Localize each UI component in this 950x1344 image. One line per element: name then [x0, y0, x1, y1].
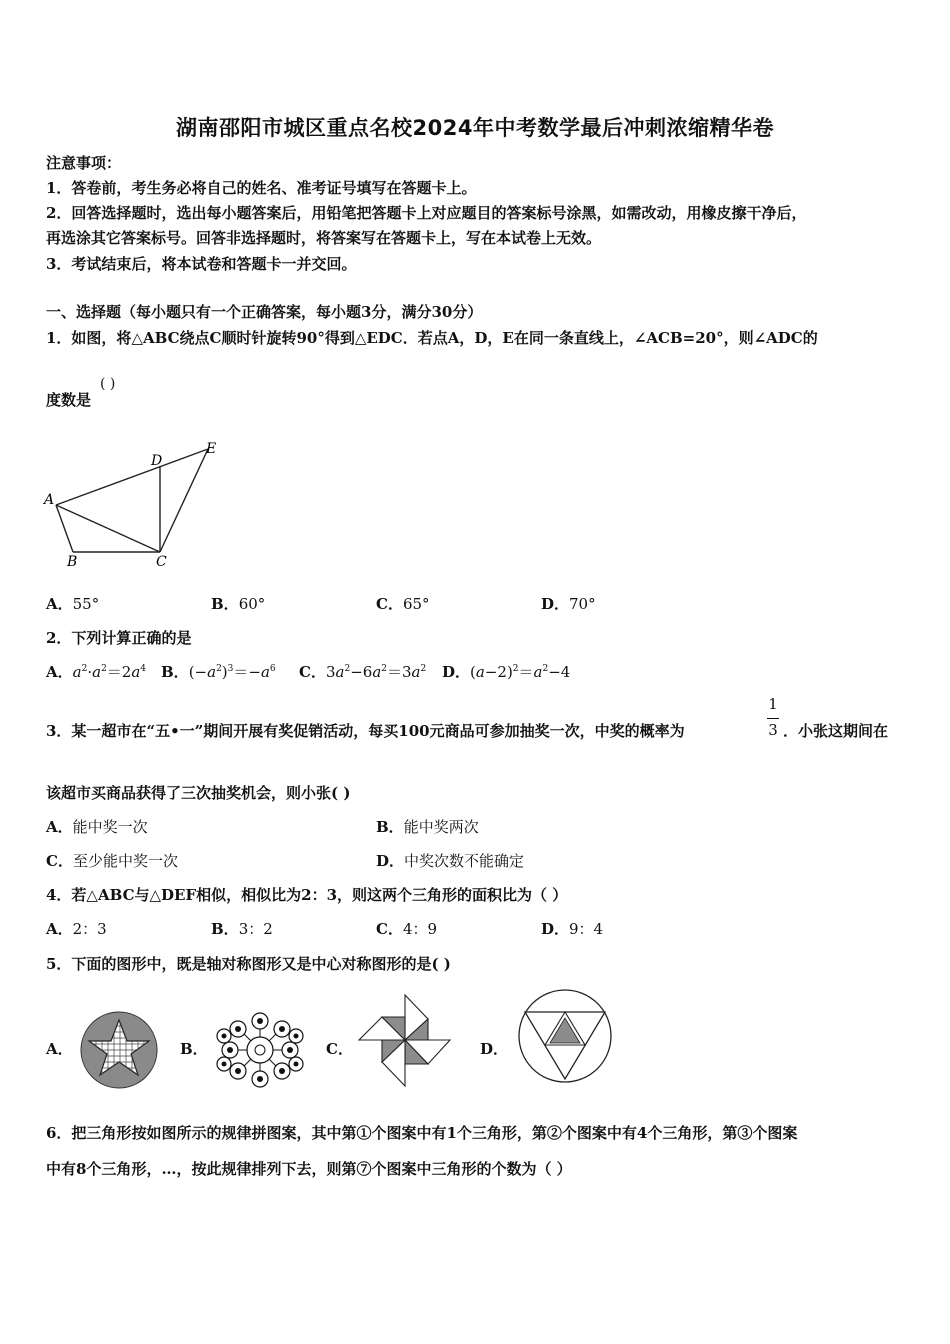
q1-stem-line2: 度数是 — [46, 391, 92, 409]
q2-option-d: D．$(a-2)^2=a^2-4$ — [442, 663, 571, 681]
section-heading: 一、选择题（每小题只有一个正确答案，每小题3分，满分30分） — [46, 303, 483, 321]
q3-stem-before: 3．某一超市在“五•一”期间开展有奖促销活动，每买100元商品可参加抽奖一次，中奖的概率为 — [46, 722, 685, 740]
q2-option-c: C．$3a^2-6a^2=3a^2$ — [299, 663, 427, 681]
q3-stem-after: ．小张这期间在 — [783, 722, 889, 740]
q4-option-a: A．2：3 — [46, 920, 107, 938]
q1-option-b: B．60° — [211, 595, 266, 613]
q3-option-a: A．能中奖一次 — [46, 818, 148, 836]
q5-option-c-key: C． — [326, 1040, 353, 1058]
q1-option-d: D．70° — [541, 595, 596, 613]
notice-heading: 注意事项： — [46, 154, 122, 172]
q2-option-b: B．$(-a^2)^3=-a^6$ — [161, 663, 276, 681]
q1-label-e: E — [206, 441, 217, 457]
q2-option-a: A．$a^2\cdot a^2=2a^4$ — [46, 663, 147, 681]
q1-label-b: B — [67, 554, 78, 570]
q1-option-c: C．65° — [376, 595, 430, 613]
q3-fraction-numerator: 1 — [768, 695, 778, 713]
notice-item-3: 3．考试结束后，将本试卷和答题卡一并交回。 — [46, 255, 357, 273]
q1-stem-line1: 1．如图，将△ABC绕点C顺时针旋转90°得到△EDC．若点A，D，E在同一条直线上，∠ACB=20°，则∠ADC的 — [46, 329, 818, 347]
page-title: 湖南邵阳市城区重点名校2024年中考数学最后冲刺浓缩精华卷 — [176, 116, 774, 140]
q3-fraction-bar — [767, 718, 779, 719]
q1-label-a: A — [44, 492, 55, 508]
q5-stem: 5．下面的图形中，既是轴对称图形又是中心对称图形的是( ) — [46, 955, 451, 973]
q5-option-d-circle-triangle-figure — [515, 988, 615, 1084]
q3-option-b: B．能中奖两次 — [376, 818, 479, 836]
notice-item-2: 2．回答选择题时，选出每小题答案后，用铅笔把答题卡上对应题目的答案标号涂黑，如需改动，用橡皮擦干净后， — [46, 204, 807, 222]
q1-segment-ac — [56, 505, 160, 552]
q5-option-b-flower-figure — [215, 1012, 305, 1088]
q1-option-a: A．55° — [46, 595, 100, 613]
notice-item-1: 1．答卷前，考生务必将自己的姓名、准考证号填写在答题卡上。 — [46, 179, 477, 197]
q2-stem: 2．下列计算正确的是 — [46, 629, 192, 647]
q5-option-b-key: B． — [180, 1040, 208, 1058]
q3-option-c: C．至少能中奖一次 — [46, 852, 178, 870]
q1-answer-paren: ( ) — [100, 376, 116, 392]
q3-fraction-denominator: 3 — [768, 721, 778, 739]
q3-option-d: D．中奖次数不能确定 — [376, 852, 525, 870]
notice-item-2-cont: 再选涂其它答案标号。回答非选择题时，将答案写在答题卡上，写在本试卷上无效。 — [46, 229, 602, 247]
q4-option-b: B．3：2 — [211, 920, 273, 938]
q1-label-d: D — [151, 453, 163, 469]
q4-stem: 4．若△ABC与△DEF相似，相似比为2：3，则这两个三角形的面积比为（ ） — [46, 886, 568, 904]
q1-label-c: C — [156, 554, 167, 570]
q6-stem-line2: 中有8个三角形，…，按此规律排列下去，则第⑦个图案中三角形的个数为（ ） — [46, 1160, 572, 1178]
q3-stem-line2: 该超市买商品获得了三次抽奖机会，则小张( ) — [46, 784, 351, 802]
q4-option-d: D．9：4 — [541, 920, 604, 938]
q1-figure — [40, 436, 230, 574]
q5-option-a-star-figure — [76, 1010, 166, 1090]
q4-option-c: C．4：9 — [376, 920, 438, 938]
q5-option-c-pinwheel-figure — [352, 992, 458, 1092]
q5-option-a-key: A． — [46, 1040, 73, 1058]
q5-option-d-key: D． — [480, 1040, 509, 1058]
q6-stem-line1: 6．把三角形按如图所示的规律拼图案，其中第①个图案中有1个三角形，第②个图案中有4个三角形，第③个图案 — [46, 1124, 798, 1142]
